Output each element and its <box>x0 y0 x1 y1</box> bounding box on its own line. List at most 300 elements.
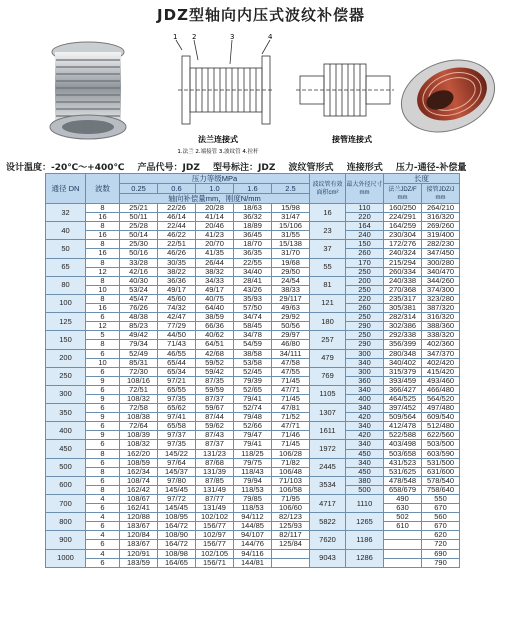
od-cell: 220 <box>346 294 384 303</box>
design-params <box>6 160 522 173</box>
pressure-cell: 79/39 <box>234 376 272 385</box>
pressure-cell: 59/67 <box>196 404 234 413</box>
pressure-cell: 34/111 <box>272 349 310 358</box>
pressure-cell: 131/49 <box>196 504 234 513</box>
pressure-cell: 25/21 <box>120 204 158 213</box>
pressure-cell: 36/36 <box>158 276 196 285</box>
len-pipe-cell: 503/500 <box>422 440 460 449</box>
pressure-cell: 108/95 <box>158 513 196 522</box>
pressure-cell: 106/28 <box>272 449 310 458</box>
len-pipe-cell: 269/260 <box>422 222 460 231</box>
od-cell: 170 <box>346 258 384 267</box>
pressure-cell: 108/90 <box>158 531 196 540</box>
od-cell: 340 <box>346 404 384 413</box>
len-flange-cell: 464/525 <box>384 394 422 403</box>
len-flange-cell: 282/314 <box>384 313 422 322</box>
table-row <box>46 449 460 458</box>
pressure-cell: 144/85 <box>234 522 272 531</box>
pressure-cell: 74/32 <box>158 304 196 313</box>
pressure-cell: 162/20 <box>120 449 158 458</box>
waves-cell: 12 <box>86 267 120 276</box>
area-cell: 23 <box>310 222 346 240</box>
area-cell: 1307 <box>310 404 346 422</box>
od-cell: 250 <box>346 313 384 322</box>
pipe-compensator-photo <box>391 48 504 145</box>
pressure-cell: 71/45 <box>272 440 310 449</box>
pressure-cell: 108/98 <box>158 549 196 558</box>
len-flange-cell <box>384 531 422 540</box>
waves-cell: 6 <box>86 422 120 431</box>
od-cell: 240 <box>346 231 384 240</box>
pressure-cell: 65/62 <box>158 404 196 413</box>
len-pipe-cell: 319/400 <box>422 231 460 240</box>
pressure-cell: 52/66 <box>234 422 272 431</box>
dn-cell: 100 <box>46 294 86 312</box>
waves-cell: 12 <box>86 322 120 331</box>
pressure-cell: 72/58 <box>120 404 158 413</box>
pressure-cell: 77/29 <box>158 322 196 331</box>
pressure-cell: 87/77 <box>196 495 234 504</box>
pressure-cell: 38/22 <box>158 267 196 276</box>
table-row <box>46 558 460 567</box>
len-pipe-cell: 690 <box>422 549 460 558</box>
pressure-cell: 38/32 <box>196 267 234 276</box>
pressure-cell: 164/72 <box>158 540 196 549</box>
pressure-cell: 36/45 <box>234 231 272 240</box>
len-pipe-cell: 466/480 <box>422 385 460 394</box>
pressure-cell: 59/52 <box>196 358 234 367</box>
od-cell: 340 <box>346 458 384 467</box>
od-cell: 300 <box>346 367 384 376</box>
table-row <box>46 467 460 476</box>
od-cell: 380 <box>346 476 384 485</box>
header-od: 最大外径尺寸mm <box>346 174 384 204</box>
header-pressure-0: 0.25 <box>120 184 158 194</box>
dn-cell: 450 <box>46 440 86 458</box>
waves-cell: 16 <box>86 231 120 240</box>
len-pipe-cell: 550 <box>422 495 460 504</box>
pressure-cell: 50/56 <box>272 322 310 331</box>
callout-2: 2 <box>192 33 197 41</box>
pressure-cell: 108/38 <box>120 413 158 422</box>
pressure-cell: 34/33 <box>196 276 234 285</box>
pressure-cell: 79/41 <box>234 440 272 449</box>
len-pipe-cell: 402/420 <box>422 358 460 367</box>
waves-cell: 16 <box>86 304 120 313</box>
od-cell: 450 <box>346 449 384 458</box>
waves-cell: 8 <box>86 449 120 458</box>
caption-pipe: 接管连接式 <box>332 135 372 144</box>
callout-1: 1 <box>173 33 178 41</box>
dn-cell: 800 <box>46 513 86 531</box>
waves-cell: 9 <box>86 413 120 422</box>
len-pipe-cell: 497/480 <box>422 404 460 413</box>
pressure-cell: 71/95 <box>272 495 310 504</box>
waves-cell: 6 <box>86 367 120 376</box>
connection-label: 连接形式 <box>346 163 383 173</box>
pressure-cell: 97/41 <box>158 413 196 422</box>
dn-cell: 150 <box>46 331 86 349</box>
pressure-cell: 47/58 <box>272 358 310 367</box>
pressure-cell: 85/31 <box>120 358 158 367</box>
len-flange-cell: 478/548 <box>384 476 422 485</box>
pressure-cell: 64/51 <box>196 340 234 349</box>
header-waves: 波数 <box>86 174 120 204</box>
pressure-cell: 33/28 <box>120 258 158 267</box>
pressure-cell: 87/35 <box>196 376 234 385</box>
len-pipe-cell: 631/600 <box>422 467 460 476</box>
pressure-cell: 162/41 <box>120 504 158 513</box>
area-cell: 16 <box>310 204 346 222</box>
pressure-cell: 97/21 <box>158 376 196 385</box>
len-pipe-cell: 720 <box>422 540 460 549</box>
pressure-cell: 87/85 <box>196 476 234 485</box>
dn-cell: 900 <box>46 531 86 549</box>
len-pipe-cell: 264/210 <box>422 204 460 213</box>
pressure-cell: 30/35 <box>158 258 196 267</box>
pressure-cell: 20/28 <box>196 204 234 213</box>
len-pipe-cell: 316/320 <box>422 213 460 222</box>
pressure-label: 压力-通径-补偿量 <box>395 163 467 173</box>
pressure-cell: 145/22 <box>158 449 196 458</box>
pressure-cell: 97/80 <box>158 476 196 485</box>
od-cell: 260 <box>346 304 384 313</box>
pressure-cell: 79/48 <box>234 413 272 422</box>
len-pipe-cell: 402/360 <box>422 340 460 349</box>
dn-cell: 500 <box>46 458 86 476</box>
table-row <box>46 276 460 285</box>
pressure-cell: 38/59 <box>196 313 234 322</box>
len-flange-cell: 215/294 <box>384 258 422 267</box>
len-flange-cell: 397/452 <box>384 404 422 413</box>
len-pipe-cell: 609/540 <box>422 413 460 422</box>
od-cell: 300 <box>346 349 384 358</box>
pressure-cell: 94/112 <box>234 513 272 522</box>
len-pipe-cell: 758/640 <box>422 485 460 494</box>
len-flange-cell: 305/381 <box>384 304 422 313</box>
pressure-cell: 47/71 <box>272 422 310 431</box>
table-row <box>46 249 460 258</box>
pressure-cell: 18/89 <box>234 222 272 231</box>
pressure-cell: 18/63 <box>234 204 272 213</box>
len-pipe-cell: 338/320 <box>422 331 460 340</box>
pressure-cell: 183/67 <box>120 522 158 531</box>
pressure-cell: 118/25 <box>234 449 272 458</box>
len-flange-cell: 260/334 <box>384 267 422 276</box>
dn-cell: 300 <box>46 385 86 403</box>
len-flange-cell: 164/259 <box>384 222 422 231</box>
pressure-cell: 94/116 <box>234 549 272 558</box>
waves-cell: 6 <box>86 540 120 549</box>
pressure-cell: 29/50 <box>272 267 310 276</box>
pressure-cell: 47/55 <box>272 367 310 376</box>
pressure-cell: 85/23 <box>120 322 158 331</box>
header-pressure-3: 1.6 <box>234 184 272 194</box>
pressure-cell: 82/117 <box>272 531 310 540</box>
pressure-cell: 108/59 <box>120 458 158 467</box>
pressure-cell: 118/53 <box>234 504 272 513</box>
table-row <box>46 440 460 449</box>
area-cell: 2445 <box>310 458 346 476</box>
pressure-cell: 54/59 <box>234 340 272 349</box>
len-pipe-cell: 316/320 <box>422 313 460 322</box>
waves-cell: 4 <box>86 549 120 558</box>
pressure-cell: 156/77 <box>196 540 234 549</box>
area-cell: 7620 <box>310 531 346 549</box>
pressure-cell: 144/76 <box>234 540 272 549</box>
pressure-cell: 106/60 <box>272 504 310 513</box>
pressure-cell: 29/97 <box>272 331 310 340</box>
od-cell: 450 <box>346 467 384 476</box>
od-cell: 290 <box>346 340 384 349</box>
pressure-cell: 79/47 <box>234 431 272 440</box>
pressure-cell: 15/138 <box>272 240 310 249</box>
od-cell: 110 <box>346 204 384 213</box>
header-pressure-2: 1.0 <box>196 184 234 194</box>
pressure-cell: 41/35 <box>196 249 234 258</box>
pressure-cell: 183/59 <box>120 558 158 567</box>
pressure-cell: 120/91 <box>120 549 158 558</box>
len-pipe-cell: 323/280 <box>422 294 460 303</box>
pressure-cell: 108/32 <box>120 394 158 403</box>
pressure-cell: 22/26 <box>158 204 196 213</box>
header-area: 波纹管有效面积cm² <box>310 174 346 204</box>
pressure-cell: 71/45 <box>272 376 310 385</box>
area-cell: 1611 <box>310 422 346 440</box>
pressure-cell: 22/44 <box>158 222 196 231</box>
waves-cell: 6 <box>86 558 120 567</box>
temp-label: 设计温度：-20℃～+400℃ <box>6 163 125 173</box>
len-flange-cell: 412/478 <box>384 422 422 431</box>
len-flange-cell: 630 <box>384 504 422 513</box>
pressure-cell: 42/47 <box>158 313 196 322</box>
pressure-cell: 125/93 <box>272 522 310 531</box>
od-cell: 260 <box>346 249 384 258</box>
len-pipe-cell: 347/450 <box>422 249 460 258</box>
pressure-cell: 53/24 <box>120 285 158 294</box>
od-cell: 340 <box>346 385 384 394</box>
pressure-cell: 24/54 <box>272 276 310 285</box>
table-row <box>46 267 460 276</box>
len-flange-cell: 658/679 <box>384 485 422 494</box>
len-pipe-cell: 622/560 <box>422 431 460 440</box>
pressure-cell: 48/38 <box>120 313 158 322</box>
pressure-cell: 145/37 <box>158 467 196 476</box>
area-cell: 81 <box>310 276 346 294</box>
pressure-cell: 156/71 <box>196 558 234 567</box>
table-row <box>46 358 460 367</box>
callout-4: 4 <box>268 33 273 41</box>
waves-cell: 9 <box>86 394 120 403</box>
pressure-cell: 79/94 <box>234 476 272 485</box>
table-row <box>46 458 460 467</box>
waves-cell: 4 <box>86 531 120 540</box>
len-flange-cell: 240/324 <box>384 249 422 258</box>
pressure-cell: 102/105 <box>196 549 234 558</box>
pressure-cell: 164/65 <box>158 558 196 567</box>
pressure-cell: 71/43 <box>158 340 196 349</box>
dn-cell: 350 <box>46 404 86 422</box>
len-pipe-cell: 564/520 <box>422 394 460 403</box>
len-pipe-cell: 560 <box>422 513 460 522</box>
flanged-compensator-photo <box>50 42 126 139</box>
pressure-cell: 145/45 <box>158 504 196 513</box>
pressure-cell: 79/75 <box>234 458 272 467</box>
len-pipe-cell: 578/540 <box>422 476 460 485</box>
pressure-cell: 72/51 <box>120 385 158 394</box>
pressure-cell: 118/43 <box>234 467 272 476</box>
od-cell: 340 <box>346 422 384 431</box>
pressure-cell: 46/80 <box>272 340 310 349</box>
dn-cell: 50 <box>46 240 86 258</box>
pressure-cell: 97/35 <box>158 440 196 449</box>
pressure-cell: 29/92 <box>272 313 310 322</box>
len-pipe-cell: 387/320 <box>422 304 460 313</box>
caption-flange: 法兰连接式 <box>198 135 238 144</box>
header-pressure-group: 压力等级MPa <box>120 174 310 184</box>
od-cell: 250 <box>346 267 384 276</box>
waves-cell: 8 <box>86 204 120 213</box>
table-body <box>46 204 460 568</box>
pressure-cell: 34/78 <box>234 331 272 340</box>
od-cell: 360 <box>346 376 384 385</box>
dn-cell: 400 <box>46 422 86 440</box>
len-pipe-cell: 531/500 <box>422 458 460 467</box>
waves-cell: 8 <box>86 485 120 494</box>
pressure-cell: 59/42 <box>196 367 234 376</box>
len-flange-cell: 270/368 <box>384 285 422 294</box>
len-flange-cell: 315/379 <box>384 367 422 376</box>
pressure-cell: 41/14 <box>196 213 234 222</box>
area-cell: 769 <box>310 367 346 385</box>
pressure-cell: 108/74 <box>120 476 158 485</box>
pressure-cell: 94/107 <box>234 531 272 540</box>
header-length: 长度 <box>384 174 460 184</box>
pressure-cell: 79/85 <box>234 495 272 504</box>
pressure-cell: 40/62 <box>196 331 234 340</box>
od-cell: 200 <box>346 276 384 285</box>
pressure-cell: 65/58 <box>158 422 196 431</box>
od-cell: 500 <box>346 485 384 494</box>
pressure-cell: 66/36 <box>196 322 234 331</box>
od-cell: 1186 <box>346 531 384 549</box>
pressure-cell: 49/42 <box>120 331 158 340</box>
pressure-cell: 79/34 <box>120 340 158 349</box>
pressure-cell: 29/117 <box>272 294 310 303</box>
len-pipe-cell: 670 <box>422 504 460 513</box>
waves-cell: 6 <box>86 313 120 322</box>
pressure-cell: 38/33 <box>272 285 310 294</box>
pressure-cell: 59/59 <box>196 385 234 394</box>
waves-cell: 10 <box>86 285 120 294</box>
waves-cell: 16 <box>86 213 120 222</box>
waves-cell: 4 <box>86 495 120 504</box>
od-cell: 420 <box>346 413 384 422</box>
area-cell: 55 <box>310 258 346 276</box>
dn-cell: 80 <box>46 276 86 294</box>
pressure-cell: 46/26 <box>158 249 196 258</box>
pressure-cell: 38/58 <box>234 349 272 358</box>
pressure-cell: 102/102 <box>196 513 234 522</box>
len-flange-cell: 340/402 <box>384 358 422 367</box>
callout-3: 3 <box>230 33 235 41</box>
od-cell: 400 <box>346 394 384 403</box>
header-pressure-4: 2.5 <box>272 184 310 194</box>
od-cell: 1265 <box>346 513 384 531</box>
pressure-cell: 108/16 <box>120 376 158 385</box>
len-pipe-cell: 493/460 <box>422 376 460 385</box>
spec-table <box>45 173 460 568</box>
pressure-cell: 25/28 <box>120 222 158 231</box>
len-flange-cell: 403/498 <box>384 440 422 449</box>
pressure-cell: 19/68 <box>272 258 310 267</box>
len-flange-cell: 431/523 <box>384 458 422 467</box>
pressure-cell: 120/88 <box>120 513 158 522</box>
pressure-cell: 46/14 <box>158 213 196 222</box>
od-cell: 1286 <box>346 549 384 567</box>
waves-cell: 6 <box>86 522 120 531</box>
pressure-cell: 118/53 <box>234 485 272 494</box>
pressure-cell: 156/77 <box>196 522 234 531</box>
len-flange-cell: 610 <box>384 522 422 531</box>
dn-cell: 65 <box>46 258 86 276</box>
pressure-cell: 50/14 <box>120 231 158 240</box>
len-pipe-cell: 344/260 <box>422 276 460 285</box>
pressure-cell: 15/98 <box>272 204 310 213</box>
pressure-cell: 106/48 <box>272 467 310 476</box>
code-label: 产品代号：JDZ <box>137 163 200 173</box>
waves-cell: 8 <box>86 240 120 249</box>
pressure-cell: 72/64 <box>120 422 158 431</box>
pressure-cell: 46/22 <box>158 231 196 240</box>
pressure-cell: 28/41 <box>234 276 272 285</box>
area-cell: 1105 <box>310 385 346 403</box>
pipe-connection-drawing <box>296 64 394 116</box>
len-pipe-cell: 790 <box>422 558 460 567</box>
pressure-cell: 40/30 <box>120 276 158 285</box>
waves-cell: 8 <box>86 467 120 476</box>
pressure-cell: 87/37 <box>196 394 234 403</box>
pressure-cell: 45/47 <box>120 294 158 303</box>
table-row <box>46 540 460 549</box>
pressure-cell: 97/35 <box>158 394 196 403</box>
waves-cell: 16 <box>86 249 120 258</box>
pressure-cell: 47/71 <box>272 385 310 394</box>
header-sub: 轴向补偿量mm，刚度N/mm <box>120 194 310 204</box>
pressure-cell: 108/32 <box>120 440 158 449</box>
pressure-cell: 31/70 <box>272 249 310 258</box>
table-row <box>46 367 460 376</box>
area-cell: 1972 <box>310 440 346 458</box>
pressure-cell: 131/49 <box>196 485 234 494</box>
pressure-cell: 102/97 <box>196 531 234 540</box>
pressure-cell: 108/39 <box>120 431 158 440</box>
pressure-cell: 47/81 <box>272 404 310 413</box>
pressure-cell: 50/11 <box>120 213 158 222</box>
pipe-type-label: 波纹管形式 <box>288 163 334 173</box>
pressure-cell: 183/67 <box>120 540 158 549</box>
pressure-cell: 40/75 <box>196 294 234 303</box>
waves-cell: 8 <box>86 258 120 267</box>
dn-cell: 32 <box>46 204 86 222</box>
od-cell: 340 <box>346 440 384 449</box>
len-flange-cell: 503/658 <box>384 449 422 458</box>
od-cell: 1110 <box>346 495 384 513</box>
len-pipe-cell: 415/420 <box>422 367 460 376</box>
pressure-cell: 72/30 <box>120 367 158 376</box>
od-cell: 250 <box>346 331 384 340</box>
table-row <box>46 349 460 358</box>
